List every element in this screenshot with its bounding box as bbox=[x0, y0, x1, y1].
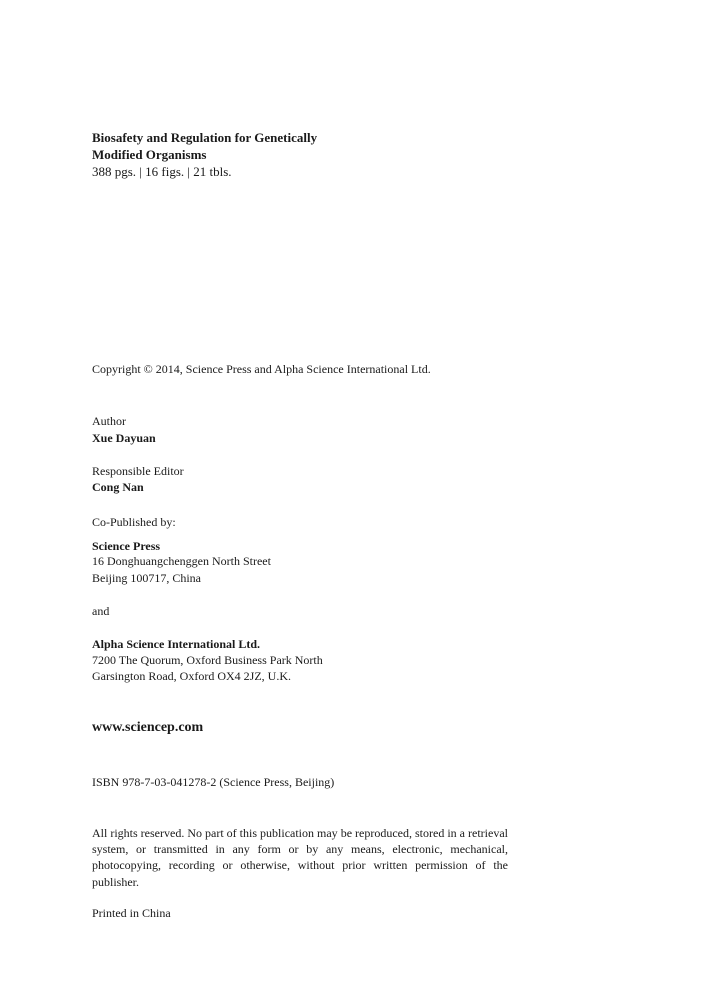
book-title-line-1: Biosafety and Regulation for Genetically bbox=[92, 130, 318, 145]
rights-notice: All rights reserved. No part of this publication may be reproduced, stored in a retrieval system, or transmitted in any form or by any means, electronic, mechanical, photocopying, recording or otherwise, without prior written permission of the publisher. bbox=[92, 826, 508, 889]
author-label: Author bbox=[92, 414, 126, 428]
publisher-2-address-2: Garsington Road, Oxford OX4 2JZ, U.K. bbox=[92, 669, 291, 683]
and-text: and bbox=[92, 604, 110, 618]
isbn: ISBN 978-7-03-041278-2 (Science Press, Beijing) bbox=[92, 775, 335, 789]
publisher-2-name: Alpha Science International Ltd. bbox=[92, 637, 261, 651]
website-link[interactable]: www.sciencep.com bbox=[92, 720, 204, 735]
printed-in: Printed in China bbox=[92, 906, 171, 920]
book-info bbox=[92, 129, 317, 180]
book-title-line-2: Modified Organisms bbox=[92, 147, 207, 162]
author-name: Xue Dayuan bbox=[92, 431, 156, 445]
editor-label: Responsible Editor bbox=[92, 464, 184, 478]
publisher-1-address-2: Beijing 100717, China bbox=[92, 571, 201, 585]
editor-name: Cong Nan bbox=[92, 480, 144, 494]
copublished-label: Co-Published by: bbox=[92, 515, 176, 529]
publisher-1-address-1: 16 Donghuangchenggen North Street bbox=[92, 554, 271, 568]
publisher-1-name: Science Press bbox=[92, 539, 161, 553]
book-stats: 388 pgs. | 16 figs. | 21 tbls. bbox=[92, 164, 232, 179]
copyright-notice: Copyright © 2014, Science Press and Alpha Science International Ltd. bbox=[92, 362, 431, 376]
publisher-2-address-1: 7200 The Quorum, Oxford Business Park North bbox=[92, 653, 323, 667]
